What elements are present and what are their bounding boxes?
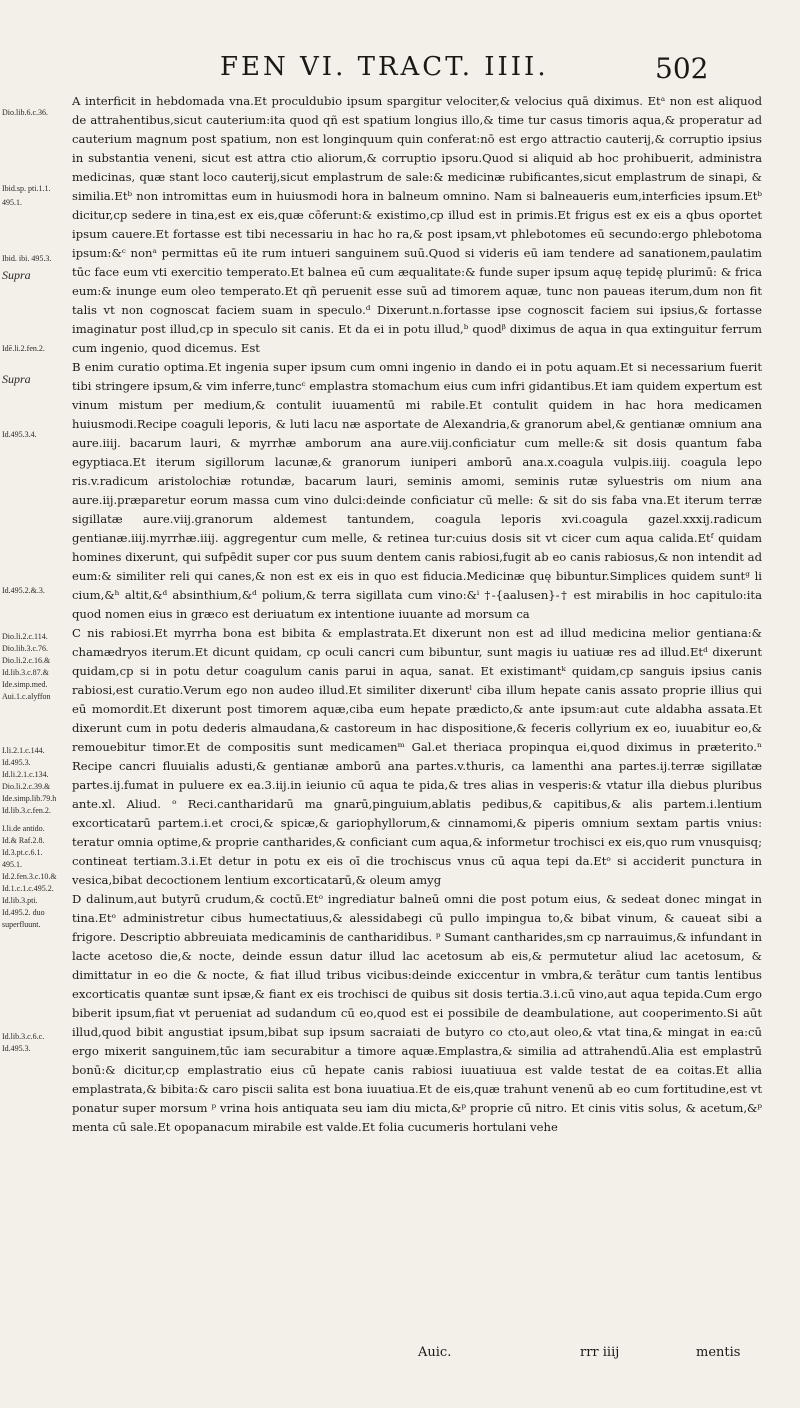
paragraph-b: B enim curatio optima.Et ingenia super ipsum cum omni ingenio in dando ei in potu aquam.Et si necessarium fuerit tibi stringere ipsum,& vim inferre,tuncᶜ emplastra stomachum eius cum infri gidantibus.Et iam quidem expertum est vinum mistum per medium,& contulit iuuamentū mi rabile.Et contulit quidem in hac hora medicamen huiusmodi.Recipe coaguli leporis, & luti lacu næ asportate de Alexandria,& granorum abel,& gentianæ omnium ana aure.iiij. bacarum lauri, & myrrhæ amborum ana aure.viij.conficiatur cum melle:& sit dosis quantum faba egyptiaca.Et iterum sigillorum lacunæ,& granorum iuniperi amborū ana.x.coagula vulpis.iiij. coagula lepo ris.v.radicum aristolochiæ rotundæ, bacarum lauri, seminis amomi, seminis rutæ syluestris om nium ana aure.iij.præparetur eorum massa cum vino dulci:deinde conficiatur cū melle: & sit do sis faba vna.Et iterum terræ sigillatæ aure.viij.granorum aldemest tantundem, coagula leporis xvi.coagula gazel.xxxij.radicum gentianæ.iiij.myrrhæ.iiij. aggregentur cum melle, & retinea tur:cuius dosis sit vt cicer cum aqua calida.Etᶠ quidam homines dixerunt, qui sufpēdit super cor pus suum dentem canis rabiosi,fugit ab eo canis rabiosus,& non intendit ad eum:& similiter reli qui canes,& non est ex eis in quo est fiducia.Medicinæ quę bibuntur.Simplices quidem suntᵍ li cium,&ʰ altit,&ᵈ absinthium,&ᵈ polium,& terra sigillata cum vino:&ⁱ †-{aalusen}-† est mirabilis in hoc capitulo:ita quod nomen eius in græco est deriuatum ex intentione iuuante ad morsum ca <box>72 360 762 621</box>
margin-note: Ide.simp.lib.79.h <box>2 794 57 803</box>
margin-note: superfluunt. <box>2 920 41 929</box>
margin-note: Dio.lib.6.c.36. <box>2 108 48 117</box>
margin-note: Id.lib.3.pti. <box>2 896 38 905</box>
margin-note: Dio.li.2.c.39.& <box>2 782 51 791</box>
margin-note: 495.1. <box>2 198 22 207</box>
margin-note: Id.495.2. duo <box>2 908 45 917</box>
margin-note: Id.3.pt.c.6.1. <box>2 848 43 857</box>
margin-note: Aui.1.c.alyffon <box>2 692 51 701</box>
margin-note: Ibid.sp. pti.1.1. <box>2 184 51 193</box>
margin-note: Id.li.2.1.c.134. <box>2 770 49 779</box>
margin-note: Id.& Raf.2.8. <box>2 836 45 845</box>
margin-note: Ide.simp.med. <box>2 680 48 689</box>
main-text <box>72 92 762 1137</box>
margin-note: Id.lib.3.c.6.c. <box>2 1032 45 1041</box>
margin-note: Id.495.3. <box>2 1044 31 1053</box>
margin-note: Dio.li.2.c.114. <box>2 632 48 641</box>
margin-note: Supra <box>2 268 31 282</box>
catchword: mentis <box>696 1345 741 1360</box>
margin-note: Idē.li.2.fen.2. <box>2 344 45 353</box>
signature-mark: rrr iiij <box>580 1345 620 1360</box>
margin-note: Id.lib.3.c.fen.2. <box>2 806 51 815</box>
margin-note: Id.495.3.4. <box>2 430 37 439</box>
margin-note: Supra <box>2 372 31 386</box>
page-footer <box>0 1345 800 1367</box>
margin-note: Id.lib.3.c.87.& <box>2 668 49 677</box>
page-header <box>0 50 800 90</box>
margin-notes <box>2 92 66 1352</box>
paragraph-c: C nis rabiosi.Et myrrha bona est bibita & emplastrata.Et dixerunt non est ad illud medicina melior gentiana:& chamædryos iterum.Et dicunt quidam, cp oculi cancri cum bibuntur, sunt magis iu uatiuæ res ad illud.Etᵈ dixerunt quidam,cp si in potu detur coagulum canis parui in aqua, sanat. Et existimantᵏ quidam,cp sanguis ipsius canis rabiosi,est curatio.Verum ego non audeo illud.Et similiter dixeruntˡ ciba illum hepate canis assato proprie illius qui eū momordit.Et dixerunt post timorem aquæ,ciba eum hepate prædicto,& ante ipsum:aut cute aldabha assata.Et dixerunt cum in potu dederis almaudana,& castoreum in hac dispositione,& feceris collyrium ex eo, iuuabitur eo,& remouebitur timor.Et de compositis sunt medicamenᵐ Gal.et theriaca propinqua ei,quod diximus in præterito.ⁿ Recipe cancri fluuialis adusti,& gentianæ amborū ana partes.v.thuris, ca lamenthi ana partes.ij.terræ sigillatæ partes.ij.fumat in puluere ex ea.3.iij.in ieiunio cū aqua te pida,& tres alias in vesperis:& vtatur illa diebus pluribus ante.xl. Aliud. ᵒ Reci.cantharidarū ma gnarū,pinguium,ablatis pedibus,& capitibus,& alis partem.i.lentium excorticatarū partem.i.et croci,& spicæ,& gariophyllorum,& cinnamomi,& piperis omnium sextam partis vnius: teratur omnia optime,& proprie cantharides,& conficiant cum aqua,& informetur trochisci ex eis,quo rum vnusquisq; contineat tertiam.3.i.Et detur in potu ex eis oī die trochiscus vnus cū aqua tepi da.Etᵒ si acciderit punctura in vesica,bibat decoctionem lentium excorticatarū,& oleum amyg <box>72 626 762 887</box>
margin-note: 495.1. <box>2 860 22 869</box>
margin-note: Id.495.3. <box>2 758 31 767</box>
margin-note: Dio.li.2.c.16.& <box>2 656 51 665</box>
margin-note: Id.495.2.&.3. <box>2 586 45 595</box>
signature-left: Auic. <box>418 1345 452 1360</box>
folio-number: 502 <box>655 52 709 85</box>
margin-note: Id.1.c.1.c.495.2. <box>2 884 54 893</box>
margin-note: I.li.de antido. <box>2 824 45 833</box>
paragraph-d: D dalinum,aut butyrū crudum,& coctū.Etᵒ ingrediatur balneū omni die post potum eius, & sedeat donec mingat in tina.Etᵒ administretur cibus humectatiuus,& alessidabegi cū pullo impingua to,& bibat vinum, & caueat sibi a frigore. Descriptio abbreuiata medicaminis de cantharidibus. ᵖ Sumant cantharides,sm cp narrauimus,& infundant in lacte acetoso die,& nocte, deinde essun datur illud lac acetosum ab eis,& permutetur aliud lac acetosum, & dimittatur in eo die & nocte, & fiat illud tribus vicibus:deinde exiccentur in vmbra,& terātur cum tantis lentibus excorticatis quantæ sunt ipsæ,& fiant ex eis trochisci de quibus sit dosis tertia.3.i.cū vino,aut aqua tepida.Cum ergo biberit ipsum,fiat vt perueniat ad sudandum cū eo,quod est ei possibile de deambulatione, aut cooperimento.Si aūt illud,quod bibit angustiat ipsum,bibat sup ipsum sacraiati de butyro co cto,aut oleo,& vtat tina,& mingat in ea:cū ergo mixerit sanguinem,tūc iam securabitur a timore aquæ.Emplastra,& similia ad attrahendū.Alia est emplastrū bonū:& dicitur,cp emplastratio eius cū hepate canis rabiosi iuuatiuua est valde testat de ea coitas.Et allia emplastrata,& bibita:& caro piscii salita est bona iuuatiua.Et de eis,quæ trahunt venenū ab eo cum fortitudine,est vt ponatur super morsum ᵖ vrina hois antiquata seu iam diu micta,&ᵖ proprie cū nitro. Et cinis vitis solus, & acetum,&ᵖ menta cū sale.Et opopanacum mirabile est valde.Et folia cucumeris hortulani vehe <box>72 892 763 1134</box>
margin-note: Ibid. ibi. 495.3. <box>2 254 52 263</box>
margin-note: Dio.lib.3.c.76. <box>2 644 48 653</box>
running-title: FEN VI. TRACT. IIII. <box>220 52 549 82</box>
paragraph-a: A interficit in hebdomada vna.Et proculdubio ipsum spargitur velociter,& velocius quā diximus. Etᵃ non est aliquod de attrahentibus,sicut cauterium:ita quod qñ est spatium longius illo,& time tur casus timoris aqua,& properatur ad cauterium magnum post spatium, non est longinquum quin conferat:nō est ergo attractio cauterij,& corruptio ipsius in substantia veneni, sicut est attra ctio aliorum,& corruptio ipsoru.Quod si aliquid ab hoc prohibuerit, administra medicinas, quæ stant loco cauterij,sicut emplastrum de sale:& medicinæ rubificantes,sicut emplastrum de sinapi, & similia.Etᵇ non intromittas eum in huiusmodi hora in balneum omnino. Nam si balneaueris eum,interficies ipsum.Etᵇ dicitur,cp sedere in tina,est ex eis,quæ cōferunt:& existimo,cp illud est in primis.Et frigus est ex eis a qbus oportet ipsum cauere.Et fortasse est tibi necessariu in hac ho ra,& post ipsam,vt phlebotomes eū secundo:ergo phlebotoma ipsum:&ᶜ nonᵃ permittas eū ite rum intueri sanguinem suū.Quod si videris eū iam tendere ad sanationem,paulatim tūc face eum vti exercitio temperato.Et balnea eū cum æqualitate:& funde super ipsum aquę tepidę plurimū: & frica eum:& inunge eum oleo temperato.Et qñ peruenit esse suū ad timorem aquæ, tunc non paueas iterum,dum non fit talis vt non cognoscat faciem suam in speculo.ᵈ Dixerunt.n.fortasse ipse cognoscit faciem sui ipsius,& fortasse imaginatur post illud,cp in speculo sit canis. Et da ei in potu illud,ᵇ quodᵝ diximus de aqua in qua extinguitur ferrum cum ingenio, quod dicemus. Est <box>72 94 762 355</box>
margin-note: Id.2.fen.3.c.10.& <box>2 872 57 881</box>
margin-note: I.li.2.1.c.144. <box>2 746 45 755</box>
